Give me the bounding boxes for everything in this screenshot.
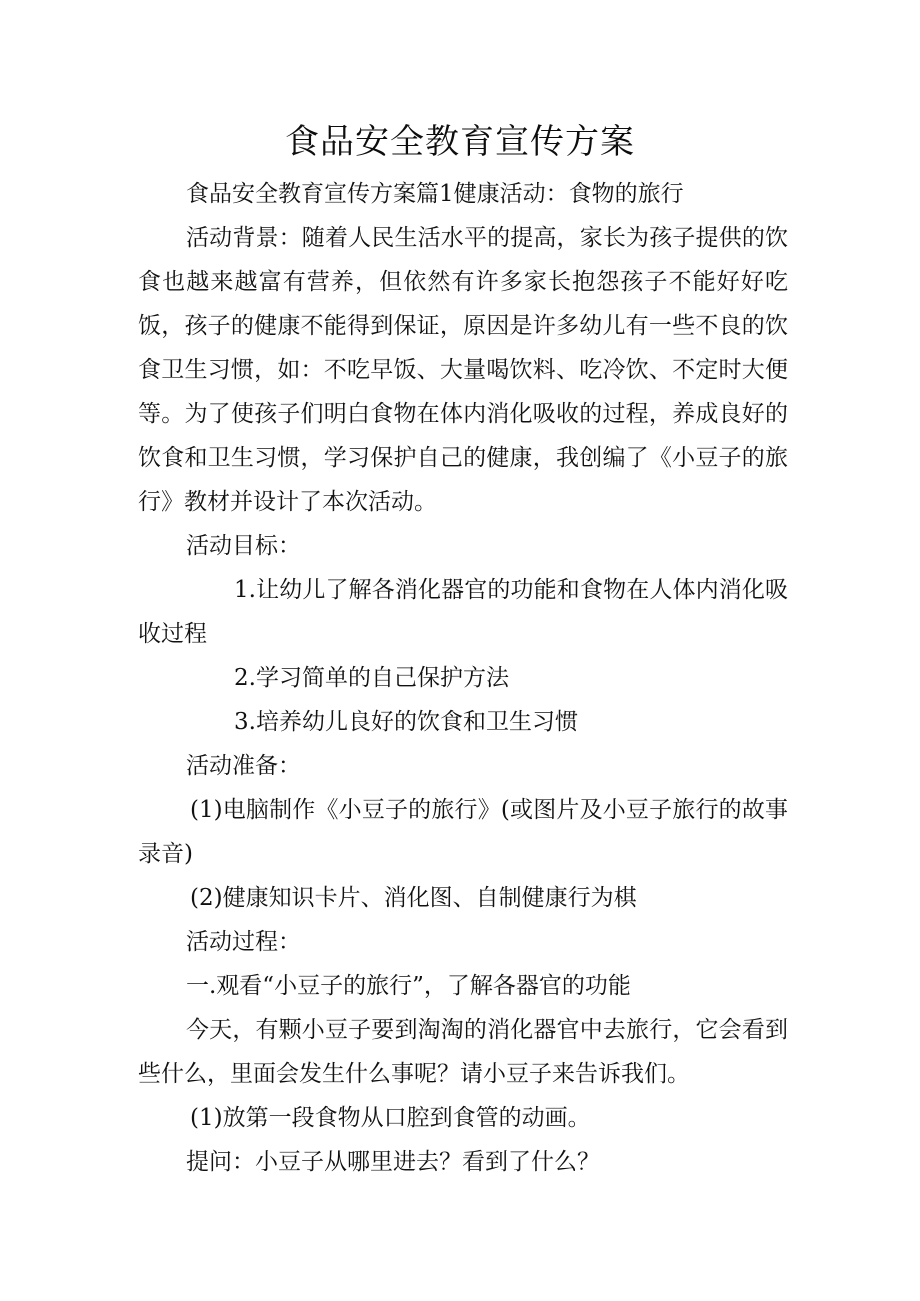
goal-number: 2 — [234, 665, 249, 691]
goal-number: 1 — [234, 577, 249, 603]
goal-number: 3 — [234, 709, 249, 735]
intro-paragraph: 食品安全教育宣传方案篇1健康活动：食物的旅行 — [186, 181, 684, 207]
process-heading: 活动过程： — [186, 929, 301, 955]
process-step-1: 一.观看“小豆子的旅行”，了解各器官的功能 — [186, 973, 631, 999]
preparation-item-2: (2)健康知识卡片、消化图、自制健康行为棋 — [190, 885, 637, 911]
goal-text: .让幼儿了解各消化器官的功能和食物在人体内消化吸收过程 — [138, 577, 788, 647]
preparation-heading: 活动准备： — [186, 753, 301, 779]
question-paragraph: 提问：小豆子从哪里进去？看到了什么？ — [186, 1149, 600, 1175]
goal-text: .学习简单的自己保护方法 — [248, 665, 509, 691]
goals-heading: 活动目标： — [186, 533, 301, 559]
document-body — [138, 172, 788, 1184]
process-story-paragraph: 今天，有颗小豆子要到淘淘的消化器官中去旅行，它会看到些什么，里面会发生什么事呢？请小豆子来告诉我们。 — [138, 1017, 788, 1087]
preparation-item-1: (1)电脑制作《小豆子的旅行》(或图片及小豆子旅行的故事录音) — [138, 797, 788, 867]
goal-item-2 — [138, 656, 788, 700]
goal-item-3 — [138, 700, 788, 744]
process-substep-1: (1)放第一段食物从口腔到食管的动画。 — [190, 1105, 591, 1131]
goal-text: .培养幼儿良好的饮食和卫生习惯 — [248, 709, 578, 735]
document-title: 食品安全教育宣传方案 — [285, 122, 635, 162]
goal-item-1 — [138, 568, 788, 656]
background-paragraph: 活动背景：随着人民生活水平的提高，家长为孩子提供的饮食也越来越富有营养，但依然有许多家长抱怨孩子不能好好吃饭，孩子的健康不能得到保证，原因是许多幼儿有一些不良的饮食卫生习惯，如：不吃早饭、大量喝饮料、吃冷饮、不定时大便等。为了使孩子们明白食物在体内消化吸收的过程，养成良好的饮食和卫生习惯，学习保护自己的健康，我创编了《小豆子的旅行》教材并设计了本次活动。 — [138, 225, 788, 515]
